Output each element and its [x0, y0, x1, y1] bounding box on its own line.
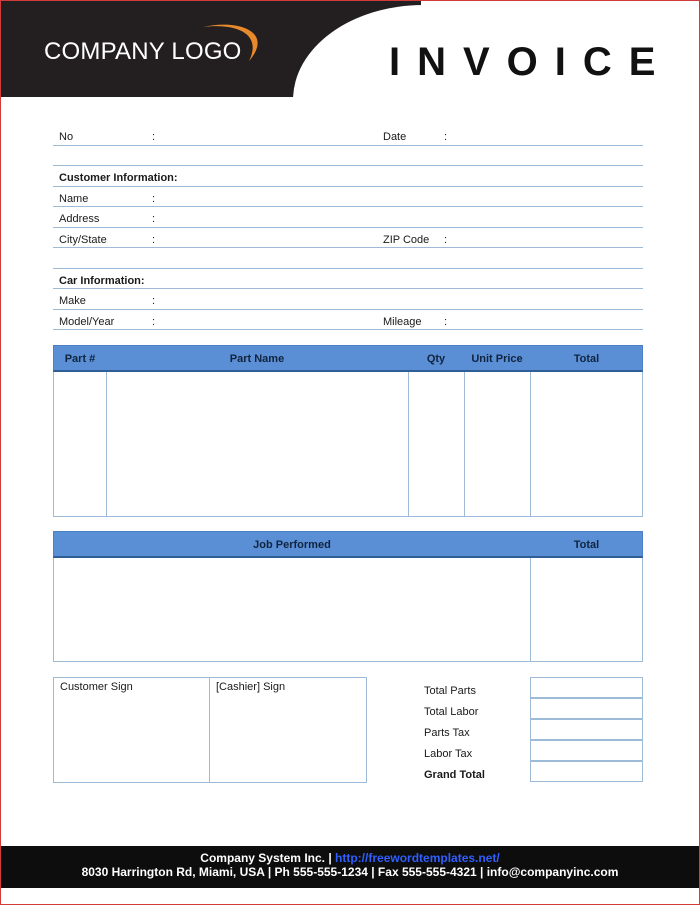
- city-state-line: [53, 247, 643, 248]
- col-qty: Qty: [426, 353, 446, 365]
- col-total: Total: [573, 353, 600, 365]
- date-label: Date: [383, 131, 407, 143]
- invoice-title: INVOICE: [389, 40, 673, 84]
- total-labor-field[interactable]: [530, 698, 643, 719]
- model-year-line: [53, 329, 643, 330]
- zip-code-label: ZIP Code: [383, 234, 430, 246]
- model-year-colon: :: [152, 316, 156, 328]
- parts-col-divider: [408, 372, 409, 516]
- name-line: [53, 206, 643, 207]
- parts-tax-label: Parts Tax: [424, 727, 470, 739]
- mileage-colon: :: [444, 316, 448, 328]
- footer-website-link[interactable]: http://freewordtemplates.net/: [335, 851, 500, 865]
- mileage-label: Mileage: [383, 316, 422, 328]
- total-parts-field[interactable]: [530, 677, 643, 698]
- no-date-line: [53, 145, 643, 146]
- car-info-heading: Car Information:: [59, 275, 145, 287]
- no-colon: :: [152, 131, 156, 143]
- parts-col-divider: [530, 372, 531, 516]
- invoice-header: [1, 1, 699, 97]
- customer-sign-box[interactable]: [53, 677, 210, 783]
- col-unit-price: Unit Price: [471, 353, 523, 365]
- customer-info-heading: Customer Information:: [59, 172, 178, 184]
- cashier-sign-box[interactable]: [209, 677, 367, 783]
- job-col-divider: [530, 558, 531, 661]
- col-job-total: Total: [573, 539, 600, 551]
- city-state-label: City/State: [59, 234, 107, 246]
- parts-table-body: [53, 372, 643, 517]
- parts-tax-field[interactable]: [530, 719, 643, 740]
- job-table-body: [53, 558, 643, 662]
- invoice-footer: [1, 846, 699, 888]
- job-table-header: [53, 531, 643, 558]
- address-label: Address: [59, 213, 100, 225]
- spacer-line: [53, 165, 643, 166]
- address-colon: :: [152, 213, 156, 225]
- grand-total-field[interactable]: [530, 761, 643, 782]
- footer-line-1: [1, 851, 699, 865]
- labor-tax-label: Labor Tax: [424, 748, 473, 760]
- model-year-label: Model/Year: [59, 316, 115, 328]
- logo-swoosh-icon: [197, 21, 269, 71]
- parts-col-divider: [106, 372, 107, 516]
- make-colon: :: [152, 295, 156, 307]
- name-colon: :: [152, 193, 156, 205]
- make-line: [53, 309, 643, 310]
- parts-table-header: [53, 345, 643, 372]
- footer-company: Company System Inc. |: [200, 851, 332, 865]
- name-label: Name: [59, 193, 89, 205]
- total-parts-label: Total Parts: [424, 685, 476, 697]
- labor-tax-field[interactable]: [530, 740, 643, 761]
- city-state-colon: :: [152, 234, 156, 246]
- make-label: Make: [59, 295, 86, 307]
- spacer-line-2: [53, 268, 643, 269]
- col-part-name: Part Name: [229, 353, 285, 365]
- date-colon: :: [444, 131, 448, 143]
- footer-contact: 8030 Harrington Rd, Miami, USA | Ph 555-555-1234 | Fax 555-555-4321 | info@companyinc.com: [81, 865, 619, 879]
- customer-heading-line: [53, 186, 643, 187]
- address-line: [53, 227, 643, 228]
- total-labor-label: Total Labor: [424, 706, 479, 718]
- cashier-sign-label: [Cashier] Sign: [216, 681, 286, 693]
- customer-sign-label: Customer Sign: [60, 681, 133, 693]
- car-heading-line: [53, 288, 643, 289]
- col-job-performed: Job Performed: [253, 539, 331, 551]
- no-label: No: [59, 131, 74, 143]
- grand-total-label: Grand Total: [424, 769, 485, 781]
- zip-code-colon: :: [444, 234, 448, 246]
- parts-col-divider: [464, 372, 465, 516]
- col-part-number: Part #: [64, 353, 96, 365]
- company-logo-text: COMPANY LOGO: [44, 38, 242, 65]
